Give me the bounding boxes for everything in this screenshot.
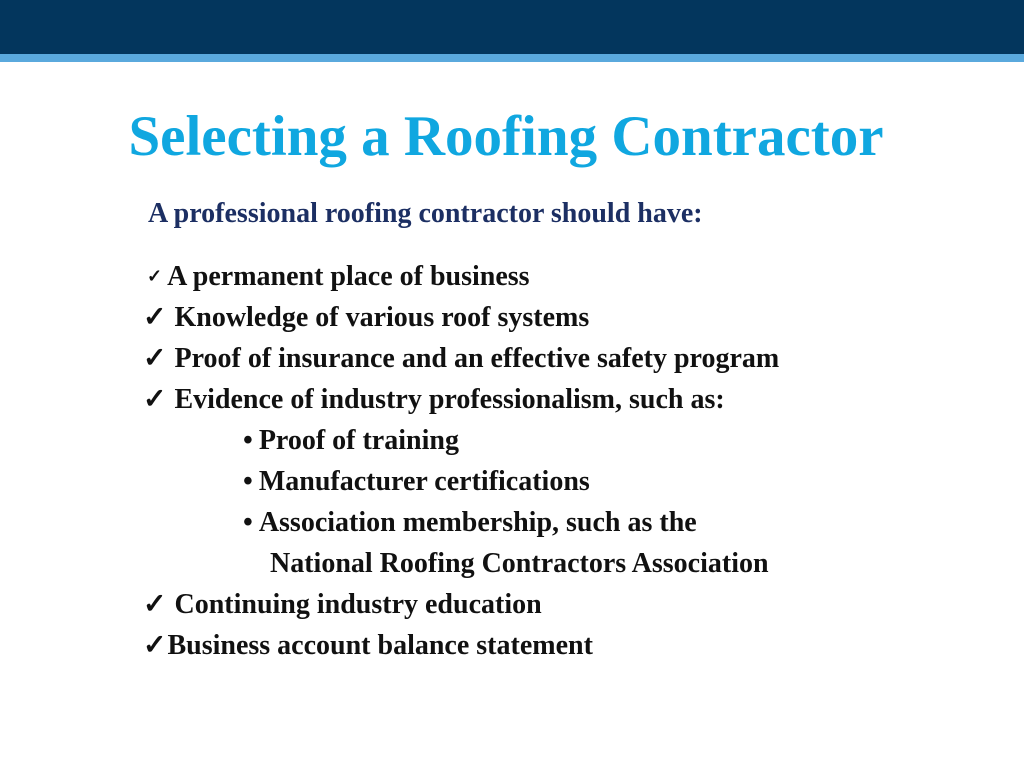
sub-list-item-text: Manufacturer certifications <box>258 466 590 497</box>
slide-title: Selecting a Roofing Contractor <box>128 105 884 168</box>
bullet-icon: • <box>243 507 253 538</box>
list-item <box>147 263 530 291</box>
slide-subtitle: A professional roofing contractor should have: <box>148 198 703 229</box>
check-icon: ✓ <box>147 266 163 286</box>
check-icon: ✓ <box>143 589 167 620</box>
list-item <box>143 591 542 619</box>
sub-list-item <box>243 468 590 496</box>
header-bar <box>0 0 1024 54</box>
bullet-icon: • <box>243 425 253 456</box>
check-icon: ✓ <box>143 630 167 661</box>
list-item <box>143 304 589 332</box>
list-item-text: Business account balance statement <box>167 630 593 661</box>
list-item <box>143 386 725 414</box>
list-item-text: Continuing industry education <box>174 589 542 620</box>
list-item <box>143 632 593 660</box>
check-icon: ✓ <box>143 302 167 333</box>
sub-list-item-continuation: National Roofing Contractors Association <box>270 548 769 579</box>
sub-list-item-text: Proof of training <box>258 425 459 456</box>
sub-list-item <box>243 427 459 455</box>
list-item-text: Knowledge of various roof systems <box>174 302 590 333</box>
check-icon: ✓ <box>143 384 167 415</box>
list-item-text: Proof of insurance and an effective safety program <box>174 343 780 374</box>
sub-list-item <box>243 509 697 537</box>
list-item-text: Evidence of industry professionalism, such as: <box>174 384 725 415</box>
bullet-icon: • <box>243 466 253 497</box>
list-item-text: A permanent place of business <box>167 261 530 292</box>
check-icon: ✓ <box>143 343 167 374</box>
list-item <box>143 345 779 373</box>
sub-list-item-text: Association membership, such as the <box>258 507 697 538</box>
header-stripe <box>0 54 1024 62</box>
